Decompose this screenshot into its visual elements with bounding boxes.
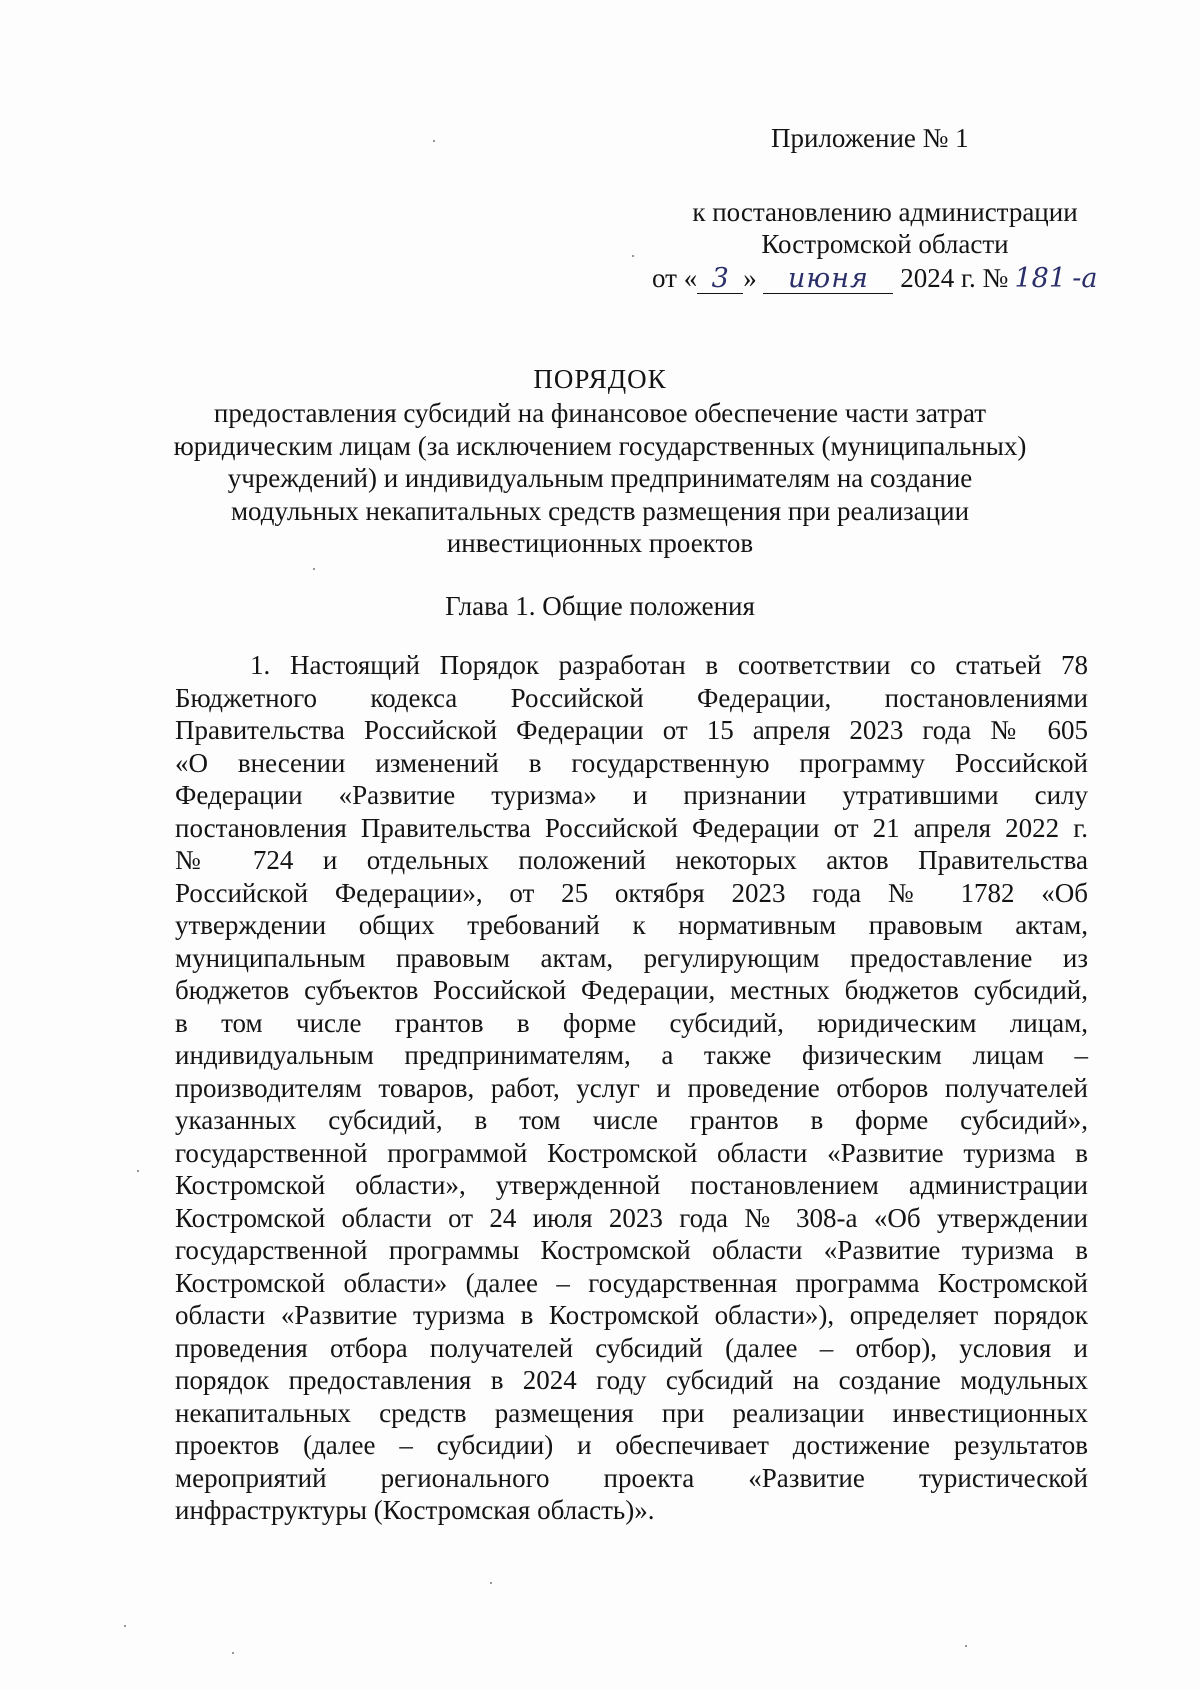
resolution-line: к постановлению администрации [692,197,1078,227]
subtitle-line: предоставления субсидий на финансовое обеспечение части затрат [213,398,987,428]
paragraph-line: постановления Правительства Российской Федерации от 21 апреля 2022 г. [175,812,1088,843]
handwritten-number: 181 [1014,263,1067,294]
scan-speck [965,1645,967,1647]
paragraph-line: проектов (далее – субсидии) и обеспечивает достижение результатов [175,1430,1088,1460]
paragraph-line: 1. Настоящий Порядок разработан в соответствии со статьей 78 [250,650,1088,680]
handwritten-day: 3 [697,265,743,294]
document-subtitle [150,397,1050,560]
paragraph-line: Бюджетного кодекса Российской Федерации, постановлениями [175,682,1088,713]
scan-speck [313,568,315,570]
paragraph-line: муниципальным правовым актам, регулирующим предоставление из [175,942,1088,973]
paragraph-line: индивидуальным предпринимателям, а также физическим лицам – [175,1040,1088,1070]
paragraph-line: Костромской области», утвержденной постановлением администрации [175,1170,1088,1200]
paragraph-line: Правительства Российской Федерации от 15 апреля 2023 года № 605 [175,715,1088,745]
document-title: ПОРЯДОК [533,364,667,394]
scan-speck [490,1582,492,1584]
paragraph-line: мероприятий регионального проекта «Развитие туристической [175,1462,1088,1493]
scan-speck [124,1625,126,1627]
paragraph-line: Костромской области» (далее – государственная программа Костромской [175,1267,1088,1298]
date-mid: » [743,263,757,293]
subtitle-line: инвестиционных проектов [446,528,754,558]
paragraph-line: государственной программой Костромской области «Развитие туризма в [175,1137,1088,1168]
scan-speck [232,1652,234,1654]
paragraph-line: № 724 и отдельных положений некоторых актов Правительства [175,845,1088,875]
subtitle-line: юридическим лицам (за исключением государственных (муниципальных) [173,430,1027,461]
scan-speck [433,140,435,142]
paragraph-line: Костромской области от 24 июля 2023 года № 308-а «Об утверждении [175,1202,1088,1233]
scan-speck [137,1170,139,1172]
subtitle-line: учреждений) и индивидуальным предпринимателям на создание [227,463,973,493]
subtitle-line: модульных некапитальных средств размещения при реализации [230,495,970,526]
paragraph-line: порядок предоставления в 2024 году субсидий на создание модульных [175,1365,1088,1395]
paragraph-1 [175,649,1088,1527]
paragraph-line: инфраструктуры (Костромская область)». [175,1495,655,1525]
resolution-line: Костромской области [761,229,1009,259]
paragraph-line: Федерации «Развитие туризма» и признании утратившими силу [175,780,1088,810]
paragraph-line: государственной программы Костромской области «Развитие туризма в [175,1235,1088,1265]
paragraph-line: утверждении общих требований к нормативным правовым актам, [175,910,1088,940]
paragraph-line: в том числе грантов в форме субсидий, юридическим лицам, [175,1007,1088,1038]
handwritten-month: июня [763,265,893,294]
handwritten-number-suffix: -а [1072,263,1098,294]
date-year: 2024 г. № [900,263,1009,293]
paragraph-line: бюджетов субъектов Российской Федерации, местных бюджетов субсидий, [175,975,1088,1005]
paragraph-line: производителям товаров, работ, услуг и проведение отборов получателей [175,1072,1088,1103]
paragraph-line: некапитальных средств размещения при реализации инвестиционных [175,1397,1088,1428]
paragraph-line: проведения отбора получателей субсидий (далее – отбор), условия и [175,1332,1088,1363]
resolution-date [652,262,1122,294]
date-prefix: от « [652,263,698,293]
resolution-reference [650,196,1120,260]
appendix-label: Приложение № 1 [771,123,969,153]
paragraph-line: указанных субсидий, в том числе грантов в форме субсидий», [175,1105,1088,1135]
scan-speck [632,255,634,257]
paragraph-line: области «Развитие туризма в Костромской области»), определяет порядок [175,1300,1088,1330]
paragraph-line: Российской Федерации», от 25 октября 2023 года № 1782 «Об [175,877,1088,908]
paragraph-line: «О внесении изменений в государственную программу Российской [175,747,1088,778]
chapter-heading: Глава 1. Общие положения [445,591,755,621]
